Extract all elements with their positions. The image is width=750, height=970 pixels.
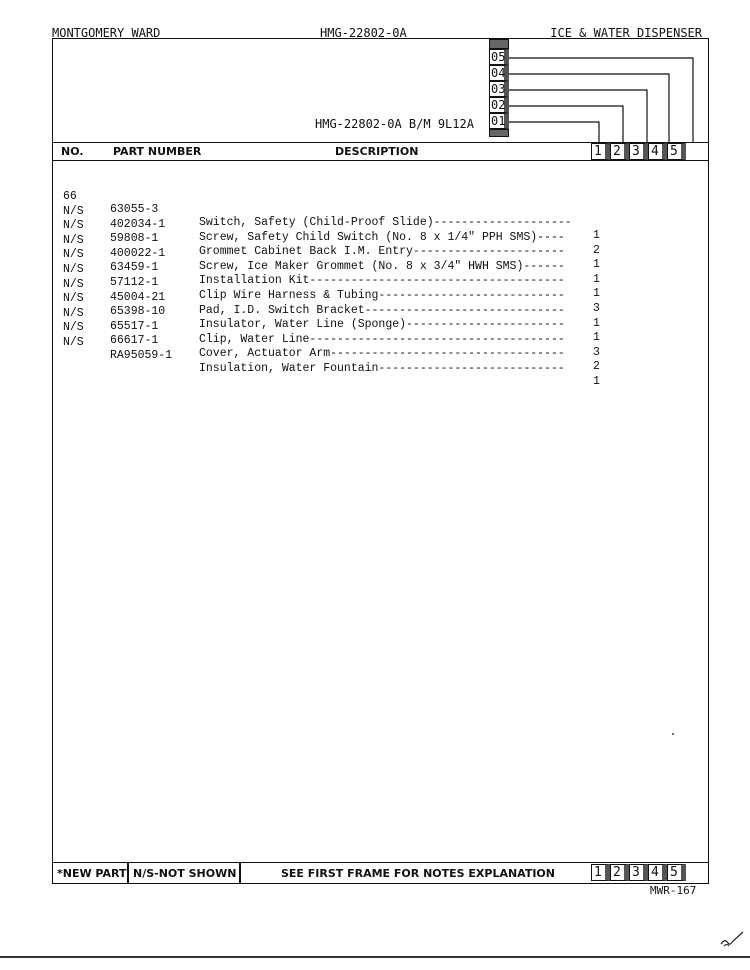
bill-of-materials-label: HMG-22802-0A B/M 9L12A: [315, 117, 474, 131]
row-description: Clip Wire Harness & Tubing---------------------------: [199, 288, 565, 302]
row-part-number: 63055-3: [110, 203, 159, 216]
row-quantity: 2: [593, 360, 600, 374]
row-part-number: 65398-10: [110, 305, 166, 319]
version-column-box: 3: [629, 143, 648, 160]
row-no: N/S: [63, 248, 84, 262]
page-code: MWR-167: [650, 884, 697, 897]
row-description: Insulator, Water Line (Sponge)-----------------------: [199, 318, 565, 332]
row-description: Cover, Actuator Arm----------------------------------: [199, 347, 565, 361]
row-description: Switch, Safety (Child-Proof Slide)--------------------: [199, 216, 572, 229]
row-no: N/S: [63, 306, 84, 320]
row-quantity: 3: [593, 301, 600, 315]
footer-row: [53, 862, 708, 883]
handwritten-mark: [718, 928, 748, 950]
version-columns-header: [591, 143, 686, 160]
row-description: Screw, Ice Maker Grommet (No. 8 x 3/4" HWH SMS)------: [199, 259, 565, 273]
column-part-number: PART NUMBER: [113, 145, 202, 158]
page-bottom-rule: [0, 956, 750, 958]
row-no: N/S: [63, 335, 84, 349]
version-column-box: 5: [667, 143, 686, 160]
version-box: 05: [489, 49, 509, 65]
row-description: Clip, Water Line-------------------------------------: [199, 332, 565, 346]
version-box: 03: [489, 81, 509, 97]
version-stack: [489, 39, 509, 137]
column-description: DESCRIPTION: [335, 145, 419, 158]
notes-reference: SEE FIRST FRAME FOR NOTES EXPLANATION: [281, 867, 555, 880]
version-column-box: 2: [610, 864, 629, 881]
footer-divider: [239, 863, 241, 883]
row-quantity: 1: [593, 331, 600, 345]
row-quantity: 1: [593, 272, 600, 286]
version-column-box: 5: [667, 864, 686, 881]
row-no: N/S: [63, 277, 84, 291]
row-quantity: 3: [593, 345, 600, 359]
row-quantity: 1: [593, 374, 600, 388]
parts-table: [53, 177, 708, 388]
row-no: N/S: [63, 204, 84, 218]
not-shown-legend: N/S-NOT SHOWN: [133, 867, 237, 880]
row-part-number: 63459-1: [110, 261, 159, 275]
row-no: N/S: [63, 233, 84, 247]
product-title: ICE & WATER DISPENSER: [550, 26, 702, 40]
version-box: 04: [489, 65, 509, 81]
version-stack-cap: [489, 39, 509, 49]
version-column-box: 1: [591, 864, 610, 881]
row-part-number: 400022-1: [110, 246, 166, 260]
row-part-number: 45004-21: [110, 290, 166, 304]
version-column-box: 1: [591, 143, 610, 160]
version-box: 01: [489, 113, 509, 129]
row-description: Pad, I.D. Switch Bracket-----------------------------: [199, 303, 565, 317]
row-part-number: 66617-1: [110, 334, 159, 348]
row-quantity: 1: [593, 316, 600, 330]
row-quantity: 1: [593, 258, 600, 272]
row-part-number: 57112-1: [110, 275, 159, 289]
row-description: Insulation, Water Fountain---------------------------: [199, 361, 565, 375]
version-stack-base: [489, 129, 509, 137]
version-graphic: [53, 39, 708, 143]
row-no: 66: [63, 190, 77, 203]
row-description: Installation Kit-------------------------------------: [199, 274, 565, 288]
scan-speck: [672, 733, 674, 735]
row-description: Screw, Safety Child Switch (No. 8 x 1/4" PPH SMS)----: [199, 230, 565, 244]
row-part-number: 65517-1: [110, 319, 159, 333]
version-columns-footer: [591, 864, 686, 881]
column-header-row: [53, 142, 708, 161]
row-quantity: 1: [593, 229, 600, 242]
version-box: 02: [489, 97, 509, 113]
row-part-number: 59808-1: [110, 232, 159, 246]
footer-divider: [127, 863, 129, 883]
row-no: N/S: [63, 321, 84, 335]
version-column-box: 4: [648, 864, 667, 881]
version-column-box: 2: [610, 143, 629, 160]
row-part-number: 402034-1: [110, 217, 166, 231]
row-description: Grommet Cabinet Back I.M. Entry----------------------: [199, 245, 565, 259]
row-quantity: 1: [593, 287, 600, 301]
version-column-box: 4: [648, 143, 667, 160]
row-no: N/S: [63, 219, 84, 233]
parts-list-frame: [52, 38, 709, 884]
brand-name: MONTGOMERY WARD: [52, 26, 161, 40]
row-part-number: RA95059-1: [110, 348, 173, 362]
model-number: HMG-22802-0A: [320, 26, 407, 40]
new-part-legend: *NEW PART: [57, 867, 127, 880]
column-no: NO.: [61, 145, 84, 158]
row-quantity: 2: [593, 243, 600, 257]
version-column-box: 3: [629, 864, 648, 881]
row-no: N/S: [63, 262, 84, 276]
row-no: N/S: [63, 292, 84, 306]
